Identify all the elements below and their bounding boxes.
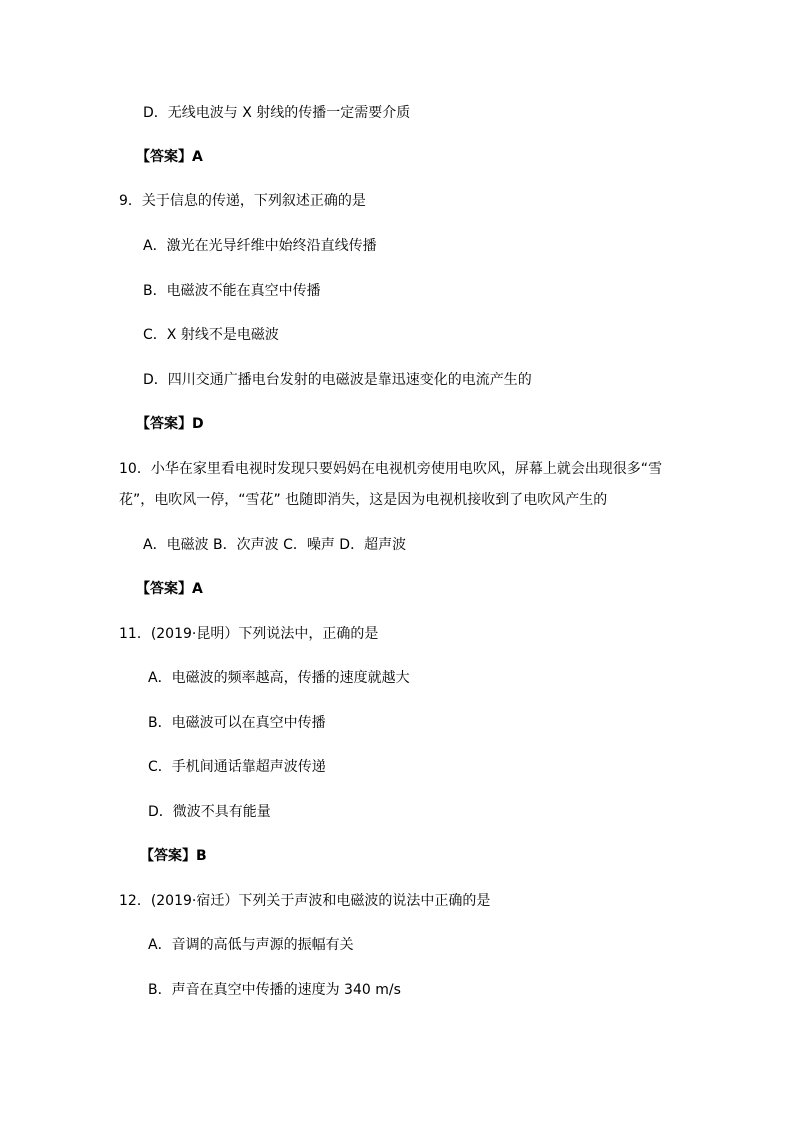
q11-stem: 11．(2019·昆明）下列说法中，正确的是 [119, 626, 379, 642]
q9-answer: 【答案】D [136, 416, 204, 432]
q11-option-c: C．手机间通话靠超声波传递 [148, 759, 326, 775]
q12-option-a: A．音调的高低与声源的振幅有关 [148, 937, 354, 953]
q9-option-c: C．X 射线不是电磁波 [143, 327, 279, 343]
q9-stem: 9．关于信息的传递，下列叙述正确的是 [119, 193, 366, 209]
q11-option-a: A．电磁波的频率越高，传播的速度就越大 [148, 670, 410, 686]
q10-stem-line1: 10．小华在家里看电视时发现只要妈妈在电视机旁使用电吹风，屏幕上就会出现很多“雪 [119, 461, 663, 477]
q11-option-d: D．微波不具有能量 [148, 804, 271, 820]
q11-answer: 【答案】B [140, 848, 207, 864]
q12-option-b: B．声音在真空中传播的速度为 340 m/s [148, 982, 401, 998]
q9-option-d: D．四川交通广播电台发射的电磁波是靠迅速变化的电流产生的 [143, 372, 532, 388]
q10-answer: 【答案】A [136, 581, 203, 597]
q8-answer: 【答案】A [136, 149, 203, 165]
q9-option-a: A．激光在光导纤维中始终沿直线传播 [143, 238, 377, 254]
q12-stem: 12．(2019·宿迁）下列关于声波和电磁波的说法中正确的是 [119, 893, 491, 909]
q10-options: A．电磁波 B．次声波 C．噪声 D．超声波 [143, 537, 407, 553]
q11-option-b: B．电磁波可以在真空中传播 [148, 715, 326, 731]
q9-option-b: B．电磁波不能在真空中传播 [143, 283, 321, 299]
q8-option-d: D．无线电波与 X 射线的传播一定需要介质 [143, 105, 411, 121]
q10-stem-line2: 花”，电吹风一停，“雪花” 也随即消失，这是因为电视机接收到了电吹风产生的 [119, 492, 608, 508]
